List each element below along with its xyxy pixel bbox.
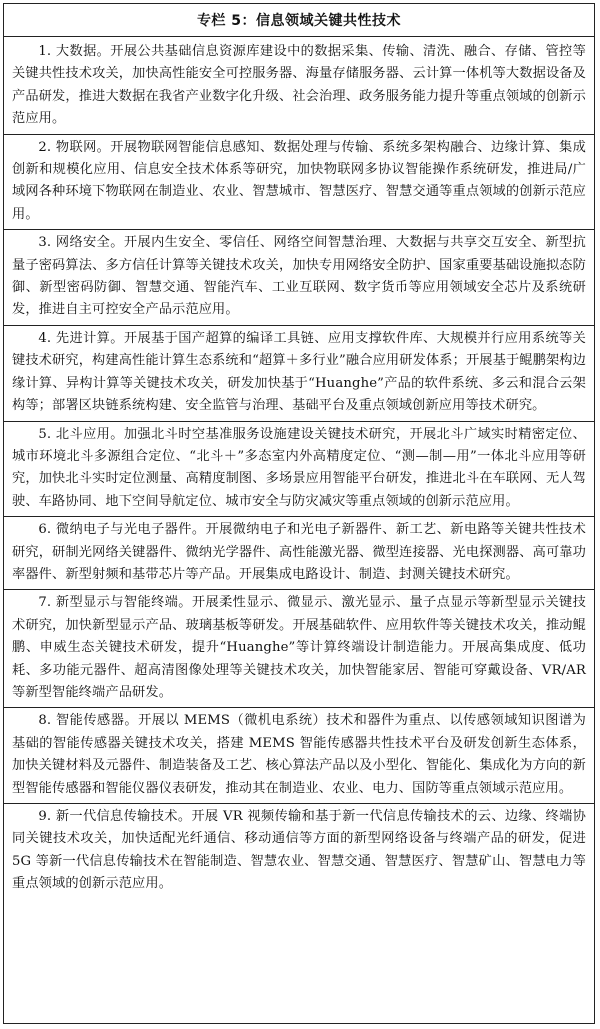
section-advanced-computing: 4. 先进计算。开展基于国产超算的编译工具链、应用支撑软件库、大规模并行应用系统等关键技术研究，构建高性能计算生态系统和“超算＋多行业”融合应用研发体系；开展基于鲲鹏架构边缘计算、异构计算等关键技术攻关，研发加快基于“Huanghe”产品的软件系统、多云和混合云架构等；部署区块链系统构建、安全监管与治理、基础平台及重点领域创新应用等技术研究。 (4, 326, 594, 422)
column-box (3, 3, 595, 1024)
column-title: 专栏 5：信息领域关键共性技术 (4, 4, 594, 37)
sections-list (4, 37, 594, 899)
section-info-transmission: 9. 新一代信息传输技术。开展 VR 视频传输和基于新一代信息传输技术的云、边缘、终端协同关键技术攻关，加快适配光纤通信、移动通信等方面的新型网络设备与终端产品的研发，促进 5G 等新一代信息传输技术在智能制造、智慧农业、智慧交通、智慧医疗、智慧矿山、智慧电力等重点领域的创新示范应用。 (12, 809, 586, 892)
section-smart-sensors: 8. 智能传感器。开展以 MEMS（微机电系统）技术和器件为重点、以传感领域知识图谱为基础的智能传感器关键技术攻关，搭建 MEMS 智能传感器共性技术平台及研发创新生态体系，加快关键材料及元器件、制造装备及工艺、核心算法产品以及小型化、智能化、集成化为方向的新型智能传感器和智能仪器仪表研发，推动其在制造业、农业、电力、国防等重点领域示范应用。 (4, 708, 594, 804)
section-micro-nano-electronics: 6. 微纳电子与光电子器件。开展微纳电子和光电子新器件、新工艺、新电路等关键共性技术研究，研制光网络关键器件、微纳光学器件、高性能激光器、微型连接器、光电探测器、高可靠功率器件、新型射频和基带芯片等产品。开展集成电路设计、制造、封测关键技术研究。 (4, 517, 594, 590)
section-network-security: 3. 网络安全。开展内生安全、零信任、网络空间智慧治理、大数据与共享交互安全、新型抗量子密码算法、多方信任计算等关键技术攻关，加快专用网络安全防护、国家重要基础设施拟态防御、新型密码防御、智慧交通、智能汽车、工业互联网、数字货币等应用领域安全芯片及系统研发，推进自主可控安全产品示范应用。 (4, 230, 594, 326)
section-iot: 2. 物联网。开展物联网智能信息感知、数据处理与传输、系统多架构融合、边缘计算、集成创新和规模化应用、信息安全技术体系等研究，加快物联网多协议智能操作系统研发，推进局/广域网各种环境下物联网在制造业、农业、智慧城市、智慧医疗、智慧交通等重点领域的创新示范应用。 (4, 135, 594, 231)
section-display-terminals: 7. 新型显示与智能终端。开展柔性显示、微显示、激光显示、量子点显示等新型显示关键技术研究，加快新型显示产品、玻璃基板等研发。开展基础软件、应用软件等关键技术攻关，推动鲲鹏、申威生态关键技术研发，提升“Huanghe”等计算终端设计制造能力。开展高集成度、低功耗、多功能元器件、超高清图像处理等关键技术攻关，加快智能家居、智能可穿戴设备、VR/AR 等新型智能终端产品研发。 (4, 590, 594, 708)
section-big-data: 1. 大数据。开展公共基础信息资源库建设中的数据采集、传输、清洗、融合、存储、管控等关键共性技术攻关，加快高性能安全可控服务器、海量存储服务器、云计算一体机等大数据设备及产品研发，推进大数据在我省产业数字化升级、社会治理、政务服务能力提升等重点领域的创新示范应用。 (4, 39, 594, 135)
section-beidou: 5. 北斗应用。加强北斗时空基准服务设施建设关键技术研究，开展北斗广域实时精密定位、城市环境北斗多源组合定位、“北斗＋”多态室内外高精度定位、“测—制—用”一体北斗应用等研究，加快北斗实时定位测量、高精度制图、多场景应用智能平台研发，推进北斗在车联网、无人驾驶、车路协同、地下空间导航定位、城市安全与防灾减灾等重点领域的创新示范应用。 (4, 422, 594, 518)
